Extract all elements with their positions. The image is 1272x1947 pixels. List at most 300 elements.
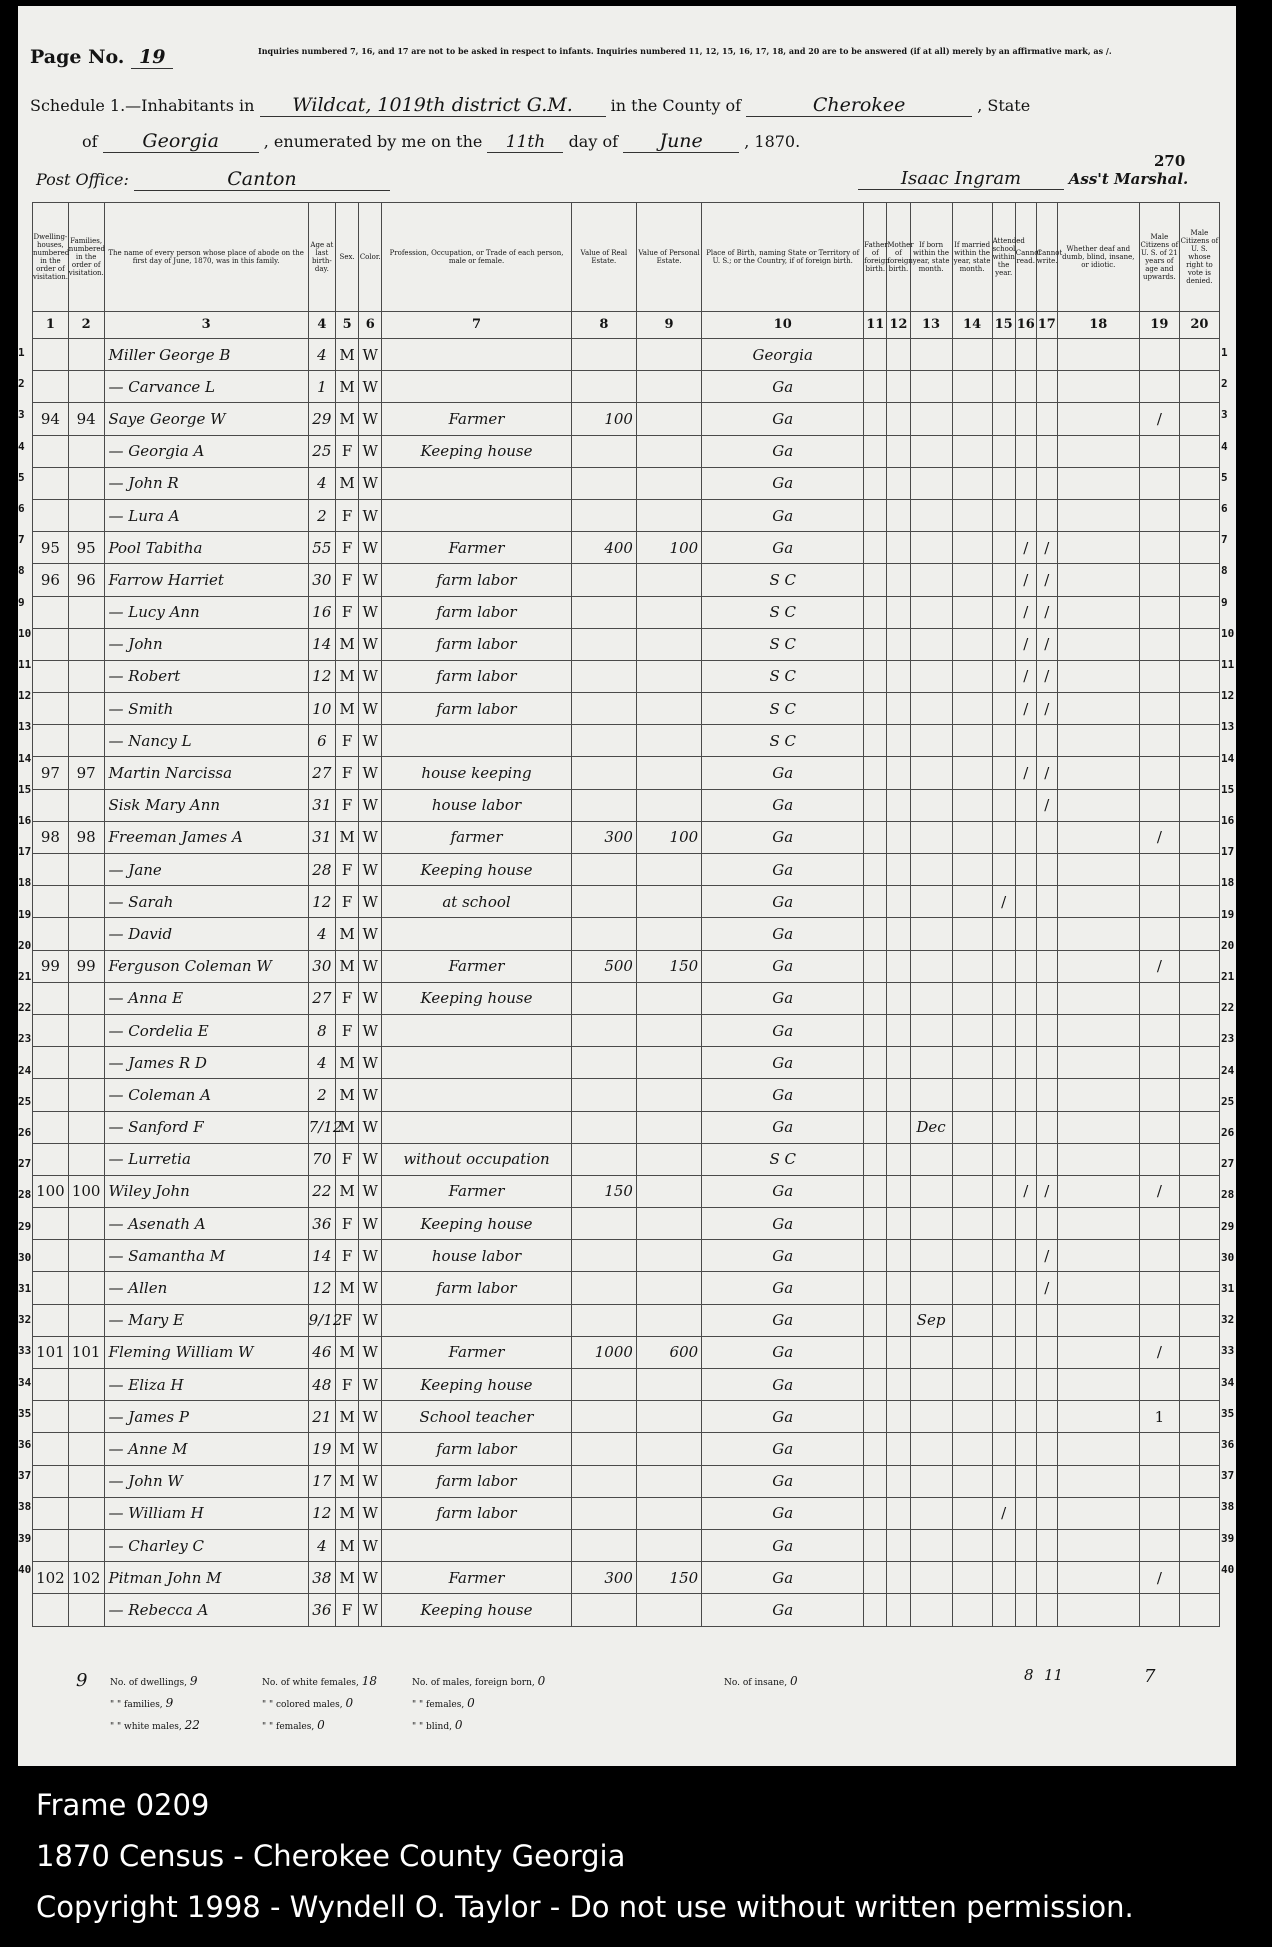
school-cell [992, 1529, 1015, 1561]
line-number: 1 [18, 346, 25, 359]
col-num: 7 [382, 312, 571, 339]
vote-denied-cell [1179, 1369, 1219, 1401]
family-number [68, 1401, 104, 1433]
personal-estate-value: 100 [636, 532, 701, 564]
month-value: June [623, 130, 739, 153]
birthplace-cell: Ga [702, 532, 864, 564]
col-num: 15 [992, 312, 1015, 339]
married-month-cell [952, 1272, 992, 1304]
married-month-cell [952, 725, 992, 757]
line-number: 11 [18, 658, 32, 671]
school-cell [992, 1143, 1015, 1175]
col-num: 12 [887, 312, 910, 339]
married-month-cell [952, 628, 992, 660]
dwelling-number [33, 789, 69, 821]
sex-cell: M [336, 628, 359, 660]
occupation-cell: house keeping [382, 757, 571, 789]
real-estate-value: 150 [571, 1175, 636, 1207]
birthplace-cell: Ga [702, 1529, 864, 1561]
real-estate-value: 1000 [571, 1336, 636, 1368]
birthplace-cell: S C [702, 660, 864, 692]
dwelling-number [33, 1369, 69, 1401]
age-cell: 2 [308, 499, 335, 531]
cannot-write-cell [1036, 499, 1057, 531]
table-row [33, 1529, 1220, 1561]
cannot-read-cell [1015, 918, 1036, 950]
born-month-cell: Dec [910, 1111, 952, 1143]
mother-foreign-cell [887, 596, 910, 628]
line-number: 37 [18, 1469, 32, 1483]
line-number: 31 [18, 1282, 32, 1295]
dwelling-number [33, 339, 69, 371]
person-name: — Allen [104, 1272, 308, 1304]
real-estate-value [571, 1047, 636, 1079]
of-label: of [82, 132, 98, 151]
vote-denied-cell [1179, 660, 1219, 692]
birthplace-cell: S C [702, 596, 864, 628]
personal-estate-value [636, 1047, 701, 1079]
line-number: 12 [18, 689, 32, 703]
cannot-write-cell: / [1036, 789, 1057, 821]
line-number: 3 [1221, 408, 1228, 422]
father-foreign-cell [864, 821, 887, 853]
school-cell [992, 1401, 1015, 1433]
male-citizen-cell [1139, 1433, 1179, 1465]
vote-denied-cell [1179, 532, 1219, 564]
cannot-read-cell [1015, 1336, 1036, 1368]
col-num: 14 [952, 312, 992, 339]
birthplace-cell: Ga [702, 854, 864, 886]
personal-estate-value [636, 628, 701, 660]
family-number [68, 1433, 104, 1465]
birthplace-cell: Ga [702, 499, 864, 531]
born-month-cell [910, 1369, 952, 1401]
birthplace-cell: Ga [702, 821, 864, 853]
line-number: 25 [18, 1094, 32, 1108]
infirmity-cell [1057, 532, 1139, 564]
person-name: Pool Tabitha [104, 532, 308, 564]
copyright-notice: Copyright 1998 - Wyndell O. Taylor - Do not use without written permission. [36, 1890, 1134, 1924]
occupation-cell: Keeping house [382, 1369, 571, 1401]
sex-cell: F [336, 789, 359, 821]
post-office-label: Post Office: [36, 170, 129, 189]
sex-cell: M [336, 403, 359, 435]
occupation-cell [382, 339, 571, 371]
vote-denied-cell [1179, 1272, 1219, 1304]
father-foreign-cell [864, 532, 887, 564]
infirmity-cell [1057, 435, 1139, 467]
male-citizen-cell: / [1139, 1175, 1179, 1207]
line-number: 3 [18, 408, 25, 422]
cannot-write-cell: / [1036, 757, 1057, 789]
table-row [33, 757, 1220, 789]
family-number [68, 1594, 104, 1626]
col-num: 11 [864, 312, 887, 339]
vote-denied-cell [1179, 1304, 1219, 1336]
line-number: 34 [18, 1375, 32, 1389]
dwelling-number [33, 693, 69, 725]
vote-denied-cell [1179, 1594, 1219, 1626]
born-month-cell [910, 886, 952, 918]
personal-estate-value [636, 499, 701, 531]
occupation-cell [382, 1079, 571, 1111]
cannot-write-cell [1036, 1594, 1057, 1626]
line-number: 36 [18, 1438, 32, 1451]
male-citizen-cell [1139, 435, 1179, 467]
vote-denied-cell [1179, 499, 1219, 531]
cannot-read-cell: / [1015, 660, 1036, 692]
school-cell [992, 1562, 1015, 1594]
cannot-write-cell: / [1036, 1272, 1057, 1304]
mother-foreign-cell [887, 1336, 910, 1368]
born-month-cell [910, 596, 952, 628]
cannot-write-cell: / [1036, 1175, 1057, 1207]
age-cell: 27 [308, 982, 335, 1014]
vote-denied-cell [1179, 564, 1219, 596]
vote-denied-cell [1179, 467, 1219, 499]
line-number: 7 [18, 533, 25, 547]
cannot-write-cell [1036, 918, 1057, 950]
cannot-read-cell [1015, 1562, 1036, 1594]
age-cell: 27 [308, 757, 335, 789]
cannot-read-cell [1015, 982, 1036, 1014]
line-number: 27 [1221, 1157, 1235, 1171]
cannot-write-cell: / [1036, 532, 1057, 564]
person-name: — William H [104, 1497, 308, 1529]
father-foreign-cell [864, 1594, 887, 1626]
occupation-cell [382, 467, 571, 499]
married-month-cell [952, 1401, 992, 1433]
mother-foreign-cell [887, 950, 910, 982]
line-number: 15 [18, 782, 32, 796]
vote-denied-cell [1179, 1208, 1219, 1240]
mother-foreign-cell [887, 1208, 910, 1240]
married-month-cell [952, 467, 992, 499]
mother-foreign-cell [887, 564, 910, 596]
vote-denied-cell [1179, 403, 1219, 435]
col-num: 9 [636, 312, 701, 339]
sex-cell: M [336, 1079, 359, 1111]
school-cell [992, 1208, 1015, 1240]
born-month-cell [910, 339, 952, 371]
mother-foreign-cell [887, 1111, 910, 1143]
header-col-4: Age at last birth-day. [308, 203, 335, 312]
mother-foreign-cell [887, 371, 910, 403]
blind-label: " " blind, [412, 1722, 452, 1732]
dwelling-number [33, 1143, 69, 1175]
married-month-cell [952, 564, 992, 596]
father-foreign-cell [864, 339, 887, 371]
line-number: 24 [1221, 1063, 1235, 1077]
birthplace-cell: Ga [702, 1433, 864, 1465]
cannot-read-cell [1015, 403, 1036, 435]
person-name: — Charley C [104, 1529, 308, 1561]
dwelling-number [33, 1433, 69, 1465]
cannot-read-cell [1015, 950, 1036, 982]
cannot-read-cell [1015, 1433, 1036, 1465]
cannot-read-cell [1015, 1401, 1036, 1433]
birthplace-cell: Ga [702, 950, 864, 982]
male-citizen-cell: / [1139, 403, 1179, 435]
color-cell: W [359, 1208, 382, 1240]
person-name: — Sarah [104, 886, 308, 918]
male-citizen-cell [1139, 982, 1179, 1014]
real-estate-value [571, 1401, 636, 1433]
family-number: 97 [68, 757, 104, 789]
mother-foreign-cell [887, 1497, 910, 1529]
table-row [33, 467, 1220, 499]
real-estate-value [571, 1369, 636, 1401]
color-cell: W [359, 1529, 382, 1561]
white-females-label: No. of white females, [262, 1678, 359, 1688]
father-foreign-cell [864, 854, 887, 886]
mother-foreign-cell [887, 499, 910, 531]
dwelling-number: 98 [33, 821, 69, 853]
sex-cell: M [336, 1562, 359, 1594]
column-header-row [33, 203, 1220, 312]
age-cell: 31 [308, 789, 335, 821]
birthplace-cell: Ga [702, 789, 864, 821]
mother-foreign-cell [887, 1079, 910, 1111]
person-name: — Nancy L [104, 725, 308, 757]
white-males-label: " " white males, [110, 1722, 182, 1732]
personal-estate-value [636, 660, 701, 692]
infirmity-cell [1057, 467, 1139, 499]
real-estate-value [571, 1208, 636, 1240]
family-number [68, 1304, 104, 1336]
line-number: 18 [18, 876, 32, 890]
mother-foreign-cell [887, 532, 910, 564]
family-number: 94 [68, 403, 104, 435]
cannot-write-cell: / [1036, 596, 1057, 628]
color-cell: W [359, 596, 382, 628]
father-foreign-cell [864, 1079, 887, 1111]
school-cell [992, 1079, 1015, 1111]
color-cell: W [359, 1433, 382, 1465]
cannot-write-cell [1036, 339, 1057, 371]
age-cell: 22 [308, 1175, 335, 1207]
married-month-cell [952, 1594, 992, 1626]
personal-estate-value [636, 1014, 701, 1046]
table-row [33, 1047, 1220, 1079]
vote-denied-cell [1179, 435, 1219, 467]
caption-title: 1870 Census - Cherokee County Georgia [36, 1839, 626, 1873]
male-citizen-cell [1139, 564, 1179, 596]
age-cell: 7/12 [308, 1111, 335, 1143]
occupation-cell: Farmer [382, 1175, 571, 1207]
married-month-cell [952, 660, 992, 692]
born-month-cell [910, 1465, 952, 1497]
school-cell [992, 1111, 1015, 1143]
color-cell: W [359, 1336, 382, 1368]
family-number [68, 1111, 104, 1143]
sex-cell: M [336, 1111, 359, 1143]
line-number: 21 [18, 970, 32, 983]
family-number [68, 1143, 104, 1175]
cannot-read-cell [1015, 467, 1036, 499]
sex-cell: M [336, 1529, 359, 1561]
cannot-read-cell [1015, 1594, 1036, 1626]
color-cell: W [359, 435, 382, 467]
school-cell [992, 371, 1015, 403]
father-foreign-cell [864, 596, 887, 628]
born-month-cell [910, 1175, 952, 1207]
infirmity-cell [1057, 371, 1139, 403]
real-estate-value [571, 1497, 636, 1529]
mother-foreign-cell [887, 982, 910, 1014]
dwelling-number [33, 371, 69, 403]
born-month-cell [910, 532, 952, 564]
school-cell [992, 1369, 1015, 1401]
born-month-cell [910, 371, 952, 403]
born-month-cell [910, 499, 952, 531]
sex-cell: M [336, 1047, 359, 1079]
infirmity-cell [1057, 1111, 1139, 1143]
born-month-cell [910, 950, 952, 982]
line-number: 30 [18, 1250, 32, 1264]
header-col-13: If born within the year, state month. [910, 203, 952, 312]
born-month-cell [910, 1497, 952, 1529]
line-number: 17 [18, 845, 32, 859]
mother-foreign-cell [887, 1465, 910, 1497]
infirmity-cell [1057, 1497, 1139, 1529]
sex-cell: M [336, 660, 359, 692]
dwelling-number [33, 596, 69, 628]
color-cell: W [359, 1111, 382, 1143]
real-estate-value [571, 1240, 636, 1272]
table-row [33, 564, 1220, 596]
cannot-read-cell [1015, 1529, 1036, 1561]
sex-cell: F [336, 1208, 359, 1240]
father-foreign-cell [864, 1562, 887, 1594]
vote-denied-cell [1179, 1497, 1219, 1529]
birthplace-cell: Ga [702, 1465, 864, 1497]
sex-cell: M [336, 950, 359, 982]
infirmity-cell [1057, 628, 1139, 660]
census-rows [33, 339, 1220, 1627]
line-number: 35 [18, 1406, 32, 1420]
color-cell: W [359, 564, 382, 596]
colored-females-value: 0 [317, 1718, 325, 1732]
family-number [68, 435, 104, 467]
person-name: — Lura A [104, 499, 308, 531]
sex-cell: F [336, 435, 359, 467]
personal-estate-value [636, 435, 701, 467]
sex-cell: M [336, 371, 359, 403]
infirmity-cell [1057, 1175, 1139, 1207]
dwelling-number [33, 918, 69, 950]
col-num: 17 [1036, 312, 1057, 339]
personal-estate-value [636, 1433, 701, 1465]
sheet-stamp: 270 [1154, 152, 1186, 170]
line-number: 8 [1221, 564, 1228, 578]
color-cell: W [359, 854, 382, 886]
line-number: 31 [1221, 1282, 1235, 1295]
birthplace-cell: Ga [702, 918, 864, 950]
personal-estate-value [636, 467, 701, 499]
person-name: Miller George B [104, 339, 308, 371]
color-cell: W [359, 789, 382, 821]
census-table [32, 202, 1220, 1627]
marshal-label: Ass't Marshal. [1068, 170, 1189, 188]
sex-cell: M [336, 693, 359, 725]
personal-estate-value [636, 1111, 701, 1143]
sex-cell: F [336, 725, 359, 757]
col-num: 16 [1015, 312, 1036, 339]
dwelling-number [33, 1497, 69, 1529]
age-cell: 14 [308, 628, 335, 660]
real-estate-value [571, 693, 636, 725]
age-cell: 14 [308, 1240, 335, 1272]
person-name: — Lucy Ann [104, 596, 308, 628]
born-month-cell [910, 1401, 952, 1433]
person-name: Sisk Mary Ann [104, 789, 308, 821]
mother-foreign-cell [887, 1433, 910, 1465]
infirmity-cell [1057, 1304, 1139, 1336]
family-number: 101 [68, 1336, 104, 1368]
line-number: 2 [1221, 377, 1228, 391]
cannot-write-cell [1036, 950, 1057, 982]
page-no-value: 19 [131, 46, 173, 69]
color-cell: W [359, 1079, 382, 1111]
male-citizen-cell [1139, 789, 1179, 821]
post-office-line [36, 168, 390, 191]
birthplace-cell: S C [702, 725, 864, 757]
married-month-cell [952, 1175, 992, 1207]
male-citizen-cell [1139, 660, 1179, 692]
age-cell: 70 [308, 1143, 335, 1175]
real-estate-value [571, 564, 636, 596]
occupation-cell: farm labor [382, 1465, 571, 1497]
age-cell: 28 [308, 854, 335, 886]
personal-estate-value [636, 1594, 701, 1626]
person-name: — Georgia A [104, 435, 308, 467]
color-cell: W [359, 660, 382, 692]
color-cell: W [359, 982, 382, 1014]
dwelling-number [33, 1014, 69, 1046]
infirmity-cell [1057, 499, 1139, 531]
cannot-read-cell [1015, 1208, 1036, 1240]
sex-cell: M [336, 1336, 359, 1368]
cannot-write-cell [1036, 1143, 1057, 1175]
born-month-cell: Sep [910, 1304, 952, 1336]
family-number [68, 918, 104, 950]
born-month-cell [910, 1529, 952, 1561]
real-estate-value [571, 1079, 636, 1111]
sex-cell: M [336, 1465, 359, 1497]
infirmity-cell [1057, 1336, 1139, 1368]
vote-denied-cell [1179, 371, 1219, 403]
line-number: 9 [18, 595, 25, 609]
birthplace-cell: Ga [702, 1240, 864, 1272]
age-cell: 4 [308, 918, 335, 950]
personal-estate-value [636, 1465, 701, 1497]
school-cell: / [992, 886, 1015, 918]
family-number [68, 467, 104, 499]
birthplace-cell: Ga [702, 1047, 864, 1079]
male-citizen-cell [1139, 1014, 1179, 1046]
person-name: — Sanford F [104, 1111, 308, 1143]
real-estate-value [571, 725, 636, 757]
dwelling-number [33, 886, 69, 918]
personal-estate-value [636, 564, 701, 596]
dwellings-label: No. of dwellings, [110, 1678, 187, 1688]
real-estate-value: 300 [571, 1562, 636, 1594]
family-number [68, 854, 104, 886]
line-number: 11 [1221, 658, 1235, 671]
cannot-read-cell [1015, 1111, 1036, 1143]
table-row [33, 918, 1220, 950]
